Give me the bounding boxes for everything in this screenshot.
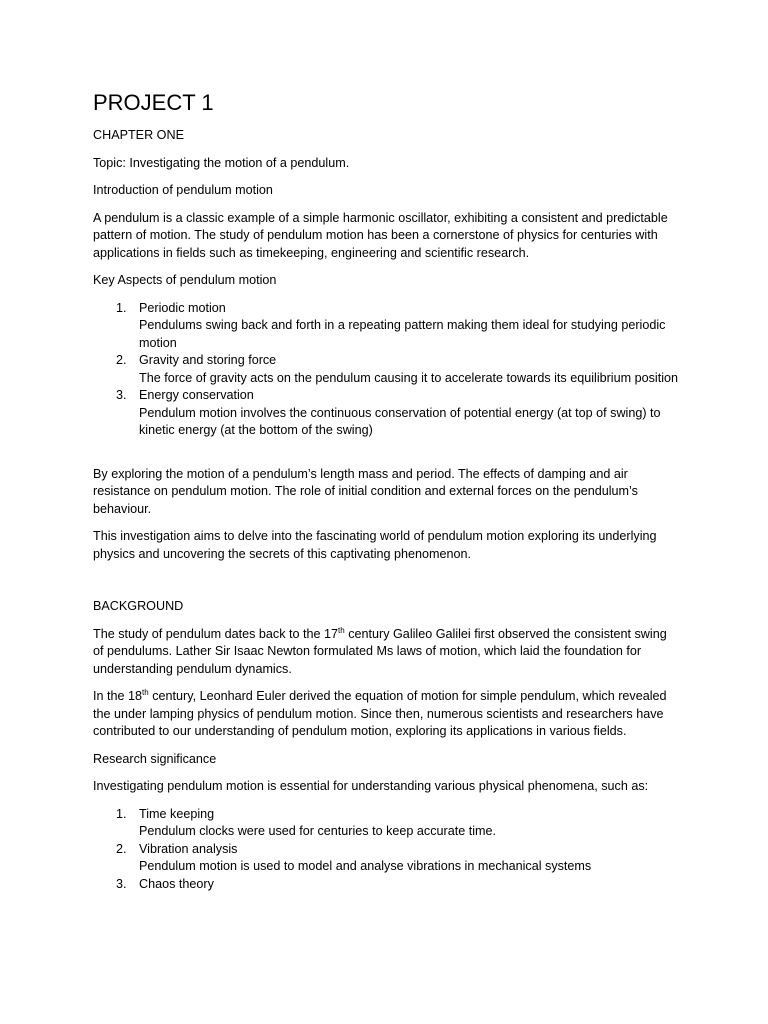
list-item-description: Pendulum clocks were used for centuries to keep accurate time.: [139, 824, 496, 838]
text-run: century Galileo Galilei first observed the consistent swing of pendulums. Lather Sir Isaac Newton formulated Ms laws of motion, which laid the foundation for understanding pendulum dynamics.: [93, 626, 667, 676]
text-run: century, Leonhard Euler derived the equation of motion for simple pendulum, which revealed the under lamping physics of pendulum motion. Since then, numerous scientists and researchers have contributed to our understanding of pendulum motion, exploring its applications in various fields.: [93, 689, 667, 738]
topic-line: Topic: Investigating the motion of a pendulum.: [93, 155, 350, 170]
text-run: In the 18: [93, 689, 143, 703]
background-paragraph-1: [93, 626, 678, 679]
spacer: [93, 450, 678, 466]
list-item-title: Vibration analysis: [139, 841, 238, 856]
list-item-number: 1.: [116, 300, 127, 315]
research-intro: Investigating pendulum motion is essential for understanding various physical phenomena, such as:: [93, 779, 649, 793]
research-list: [93, 806, 678, 894]
list-item-title: Periodic motion: [139, 300, 226, 315]
list-item-number: 2.: [116, 841, 127, 856]
list-item-number: 3.: [116, 876, 127, 891]
page-title: PROJECT 1: [93, 90, 214, 115]
list-item-title: Energy conservation: [139, 388, 254, 402]
list-item: [93, 352, 678, 387]
background-paragraph-2: [93, 688, 678, 741]
intro-heading: Introduction of pendulum motion: [93, 183, 273, 197]
aims-paragraph: This investigation aims to delve into the fascinating world of pendulum motion exploring its underlying physics and uncovering the secrets of this captivating phenomenon.: [93, 529, 657, 561]
list-item-title: Gravity and storing force: [139, 353, 277, 367]
intro-paragraph: A pendulum is a classic example of a simple harmonic oscillator, exhibiting a consistent and predictable pattern of motion. The study of pendulum motion has been a cornerstone of physics for centuries with applications in fields such as timekeeping, engineering and scientific research.: [93, 210, 668, 260]
text-run: The study of pendulum dates back to the 17: [93, 626, 339, 641]
list-item-number: 2.: [116, 353, 127, 367]
research-heading: Research significance: [93, 751, 217, 766]
document-body: [93, 88, 678, 903]
list-item-description: Pendulums swing back and forth in a repeating pattern making them ideal for studying periodic motion: [139, 318, 666, 350]
list-item-description: Pendulum motion is used to model and analyse vibrations in mechanical systems: [139, 859, 592, 873]
list-item: [93, 841, 678, 876]
list-item-description: Pendulum motion involves the continuous conservation of potential energy (at top of swing) to kinetic energy (at the bottom of the swing): [139, 405, 661, 437]
key-aspects-list: [93, 300, 678, 440]
background-heading: BACKGROUND: [93, 599, 184, 613]
chapter-heading: CHAPTER ONE: [93, 128, 184, 142]
list-item: [93, 876, 678, 894]
list-item-title: Chaos theory: [139, 876, 214, 891]
exploring-paragraph: By exploring the motion of a pendulum’s length mass and period. The effects of damping and air resistance on pendulum motion. The role of initial condition and external forces on the pendulum’s behaviour.: [93, 466, 638, 516]
list-item-description: The force of gravity acts on the pendulum causing it to accelerate towards its equilibrium position: [139, 370, 679, 385]
superscript: th: [142, 687, 149, 697]
list-item-title: Time keeping: [139, 806, 215, 821]
superscript: th: [338, 625, 345, 635]
list-item: [93, 387, 678, 440]
list-item: [93, 300, 678, 353]
spacer: [93, 573, 678, 598]
key-aspects-heading: Key Aspects of pendulum motion: [93, 273, 277, 287]
list-item-number: 1.: [116, 806, 127, 821]
list-item: [93, 806, 678, 841]
list-item-number: 3.: [116, 388, 127, 402]
